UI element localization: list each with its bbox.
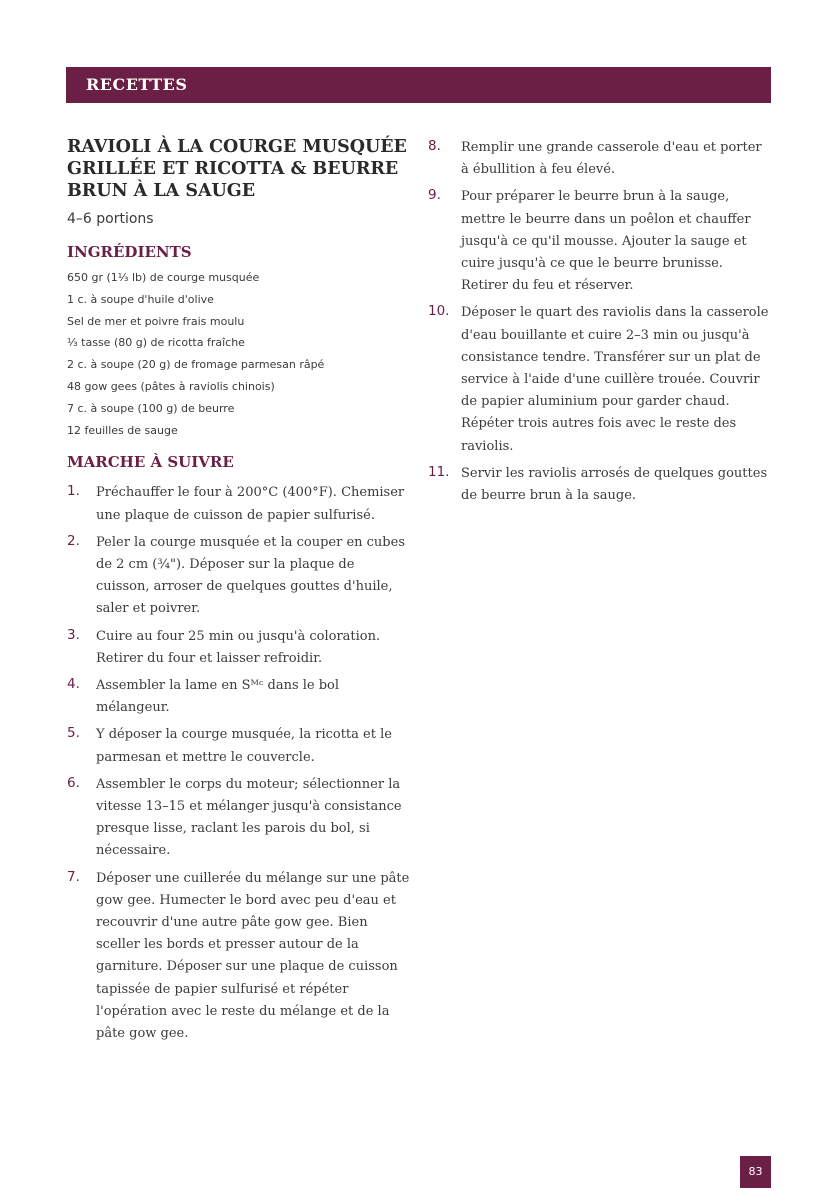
servings: 4–6 portions xyxy=(67,211,154,227)
step-text: Déposer le quart des raviolis dans la casserole d'eau bouillante et cuire 2–3 min ou jusqu'à consistance tendre. Transférer sur un plat de service à l'aide d'une cuillère trouée. Couvrir de papier aluminium pour garder chaud. Répéter trois autres fois avec le reste des raviolis. xyxy=(461,305,769,454)
right-column xyxy=(428,136,773,511)
step-text: Remplir une grande casserole d'eau et porter à ébullition à feu élevé. xyxy=(461,140,762,178)
step-text: Cuire au four 25 min ou jusqu'à coloration. Retirer du four et laisser refroidir. xyxy=(96,628,381,666)
step-number: 8. xyxy=(428,138,441,154)
steps-list-right xyxy=(428,136,773,506)
step-text: Y déposer la courge musquée, la ricotta et le parmesan et mettre le couvercle. xyxy=(96,727,392,765)
step-text: Assembler la lame en Sᴹᶜ dans le bol mélangeur. xyxy=(96,678,340,716)
ingredient-item: Sel de mer et poivre frais moulu xyxy=(67,314,245,328)
step-text: Assembler le corps du moteur; sélectionner la vitesse 13–15 et mélanger jusqu'à consistance presque lisse, raclant les parois du bol, si nécessaire. xyxy=(96,776,402,859)
step-item xyxy=(67,531,412,620)
ingredients-list xyxy=(67,267,412,441)
step-number: 6. xyxy=(67,774,80,791)
step-text: Préchauffer le four à 200°C (400°F). Chemiser une plaque de cuisson de papier sulfurisé. xyxy=(96,485,405,523)
step-number: 2. xyxy=(67,532,80,549)
ingredient-item: 1 c. à soupe d'huile d'olive xyxy=(67,292,214,306)
steps-heading: MARCHE À SUIVRE xyxy=(67,453,234,472)
step-text: Pour préparer le beurre brun à la sauge, mettre le beurre dans un poêlon et chauffer jusqu'à ce qu'il mousse. Ajouter la sauge et cuire jusqu'à ce que le beurre brunisse. Retirer du feu et réserver. xyxy=(461,189,751,294)
recipe-title-line: GRILLÉE ET RICOTTA & BEURRE xyxy=(67,159,399,179)
step-item xyxy=(67,773,412,862)
step-number: 7. xyxy=(67,868,80,885)
page-number-badge xyxy=(740,1156,771,1188)
ingredient-item: 48 gow gees (pâtes à raviolis chinois) xyxy=(67,379,275,393)
recipe-title-line: RAVIOLI À LA COURGE MUSQUÉE xyxy=(67,137,407,157)
step-item xyxy=(67,723,412,767)
step-item xyxy=(428,136,773,180)
step-text: Déposer une cuillerée du mélange sur une pâte gow gee. Humecter le bord avec peu d'eau et recouvrir d'une autre pâte gow gee. Bien sceller les bords et presser autour de la garniture. Déposer sur une plaque de cuisson tapissée de papier sulfurisé et répéter l'opération avec le reste du mélange et de la pâte gow gee. xyxy=(96,870,410,1042)
step-item xyxy=(428,301,773,456)
recipe-title xyxy=(67,136,412,202)
step-item xyxy=(428,462,773,506)
ingredient-item: 12 feuilles de sauge xyxy=(67,423,178,437)
step-item xyxy=(67,867,412,1045)
section-header-bar xyxy=(66,67,771,103)
section-title: RECETTES xyxy=(86,75,188,94)
step-number: 9. xyxy=(428,187,441,204)
step-number: 4. xyxy=(67,676,80,692)
step-number: 3. xyxy=(67,626,80,643)
recipe-title-line: BRUN À LA SAUGE xyxy=(67,181,256,201)
ingredient-item: 2 c. à soupe (20 g) de fromage parmesan râpé xyxy=(67,358,325,372)
step-item xyxy=(67,674,412,718)
left-column xyxy=(67,136,412,1049)
step-number: 11. xyxy=(428,463,450,480)
steps-list-left xyxy=(67,481,412,1044)
step-number: 1. xyxy=(67,483,80,500)
ingredient-item: ⅓ tasse (80 g) de ricotta fraîche xyxy=(67,336,245,350)
ingredient-item: 650 gr (1⅓ lb) de courge musquée xyxy=(67,271,260,284)
step-text: Peler la courge musquée et la couper en cubes de 2 cm (¾"). Déposer sur la plaque de cuisson, arroser de quelques gouttes d'huile, saler et poivrer. xyxy=(96,534,405,617)
step-number: 10. xyxy=(428,303,450,320)
step-text: Servir les raviolis arrosés de quelques gouttes de beurre brun à la sauge. xyxy=(461,465,768,504)
step-item xyxy=(67,481,412,525)
page-number: 83 xyxy=(748,1165,763,1178)
step-item xyxy=(428,185,773,296)
ingredients-heading: INGRÉDIENTS xyxy=(67,243,192,261)
step-number: 5. xyxy=(67,725,80,742)
step-item xyxy=(67,625,412,669)
ingredient-item: 7 c. à soupe (100 g) de beurre xyxy=(67,401,235,415)
